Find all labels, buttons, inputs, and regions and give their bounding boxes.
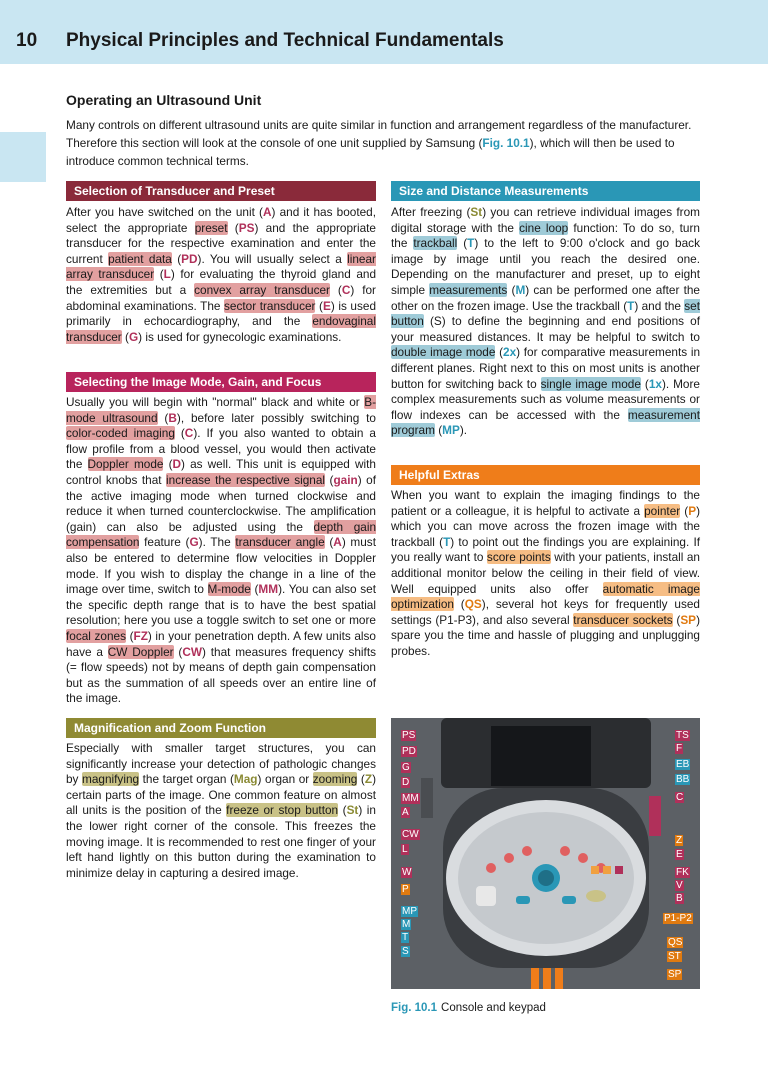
caption-text: Console and keypad xyxy=(441,1002,546,1014)
page-header xyxy=(0,0,768,64)
figure-label-ps: PS xyxy=(402,730,416,741)
figure-label-ts: TS xyxy=(676,730,689,741)
figure-label-sp: SP xyxy=(668,969,682,980)
figure-label-mm: MM xyxy=(402,793,419,804)
figure-label-mp: MP xyxy=(402,906,417,917)
figure-label-e: E xyxy=(676,849,683,860)
transducer-paragraph: After you have switched on the unit (A) and it has booted, select the appropriate preset (PS) and the appropriate transducer for the respective examination and enter the current patient data (PD). You will usually select a linear array transducer (L) for evaluating the thyroid gland and the extremities but a convex array transducer (C) for abdominal examinations. The sector transducer (E) is used primarily in echocardiography, and the endovaginal transducer (G) is used for gynecologic examinations. xyxy=(66,205,377,344)
page-number: 10 xyxy=(16,30,38,51)
figure-label-d: D xyxy=(402,777,410,788)
chapter-title: Physical Principles and Technical Fundamentals xyxy=(66,30,504,51)
figure-label-p1-p2: P1-P2 xyxy=(664,913,692,924)
console-illustration xyxy=(391,718,700,989)
figure-label-v: V xyxy=(676,880,683,891)
figure-label-st: ST xyxy=(668,951,681,962)
console-photo xyxy=(391,718,700,989)
figure-label-pd: PD xyxy=(402,746,416,757)
figure-number: Fig. 10.1 xyxy=(391,1002,438,1014)
figure-label-bb: BB xyxy=(676,774,690,785)
figure-label-eb: EB xyxy=(676,759,690,770)
figure-label-l: L xyxy=(402,844,408,855)
figure-label-g: G xyxy=(402,762,410,773)
section-title: Operating an Ultrasound Unit xyxy=(66,92,262,108)
figure-label-c: C xyxy=(676,792,684,803)
figure-label-cw: CW xyxy=(402,829,419,840)
figure-label-w: W xyxy=(402,867,412,878)
figure-label-s: S xyxy=(402,946,409,957)
box-size-distance: Size and Distance Measurements xyxy=(391,181,700,201)
size-paragraph: After freezing (St) you can retrieve individual images from digital storage with the cine loop function: To do so, turn the trackball (T) to the left to 9:00 o'clock and go back image by image until you reach the desired one. Depending on the manufacturer and preset, up to eight simple measurements (M) can be performed one after the other on the frozen image. Use the trackball (T) and the set button (S) to define the beginning and end positions of your measured distances. It may be helpful to switch to double image mode (2x) for comparative measurements in different planes. Right next to this on most units is another button for switching back to single image mode (1x). More complex measurements such as volume measurements or flow indexes can be accessed with the measurement program (MP). xyxy=(391,205,701,438)
figure-label-fk: FK xyxy=(676,867,689,878)
figure-label-t: T xyxy=(402,932,409,943)
figure-label-qs: QS xyxy=(668,937,683,948)
intro-paragraph: Many controls on different ultrasound units are quite similar in function and arrangement regardless of the manufacturer. Therefore this section will look at the console of one unit supplied by Samsung (Fig. 10.1), which will then be used to introduce common technical terms. xyxy=(66,118,692,168)
box-image-mode: Selecting the Image Mode, Gain, and Focus xyxy=(66,372,376,392)
zoom-paragraph: Especially with smaller target structures, you can significantly increase your detection of pathologic changes by magnifying the target organ (Mag) organ or zooming (Z) certain parts of the image. One common feature on almost all units is the position of the freeze or stop button (St) in the lower right corner of the console. This freezes the moving image. It is recommended to rest one finger of your left hand lightly on this button during the examination to minimize delay in capturing a desired image. xyxy=(66,741,376,880)
figure-caption xyxy=(391,1002,546,1014)
mode-paragraph: Usually you will begin with "normal" black and white or B-mode ultrasound (B), before later possibly switching to color-coded imaging (C). If you also wanted to obtain a flow profile from a blood vessel, you would then activate the Doppler mode (D) as well. This unit is equipped with control knobs that increase the respective signal (gain) of the active imaging mode when turned clockwise and reduce it when turned counterclockwise. The amplification (gain) can also be adjusted using the depth gain compensation feature (G). The transducer angle (A) must also be entered to determine flow velocities in Doppler mode. If you wish to display the change in a line of the image over time, switch to M-mode (MM). You can also set the specific depth range that is to have the best spatial resolution; here you use a toggle switch to set one or more focal zones (FZ) in your penetration depth. A few units also have a CW Doppler (CW) that measures frequency shifts (= flow speeds) not by means of depth gain compensation but as the summation of all speeds over an entire line of the image. xyxy=(66,395,376,706)
figure-label-b: B xyxy=(676,893,683,904)
figure-label-z: Z xyxy=(676,835,683,846)
box-transducer-preset: Selection of Transducer and Preset xyxy=(66,181,376,201)
figure-reference[interactable]: Fig. 10.1 xyxy=(482,136,530,150)
extras-paragraph: When you want to explain the imaging findings to the patient or a colleague, it is helpful to activate a pointer (P) which you can move across the frozen image with the trackball (T) to point out the findings you are explaining. If you really want to score points with your patients, install an additional monitor below the ceiling in their field of view. Well equipped units also offer automatic image optimization (QS), several hot keys for frequently used settings (P1-P3), and also several transducer sockets (SP) spare you the time and hassle of plugging and unplugging probes. xyxy=(391,488,700,658)
side-tab-marker xyxy=(0,132,46,182)
box-zoom: Magnification and Zoom Function xyxy=(66,718,376,738)
figure-label-p: P xyxy=(402,884,409,895)
figure-label-f: F xyxy=(676,743,683,754)
figure-label-a: A xyxy=(402,807,409,818)
figure-label-m: M xyxy=(402,919,411,930)
box-helpful-extras: Helpful Extras xyxy=(391,465,700,485)
